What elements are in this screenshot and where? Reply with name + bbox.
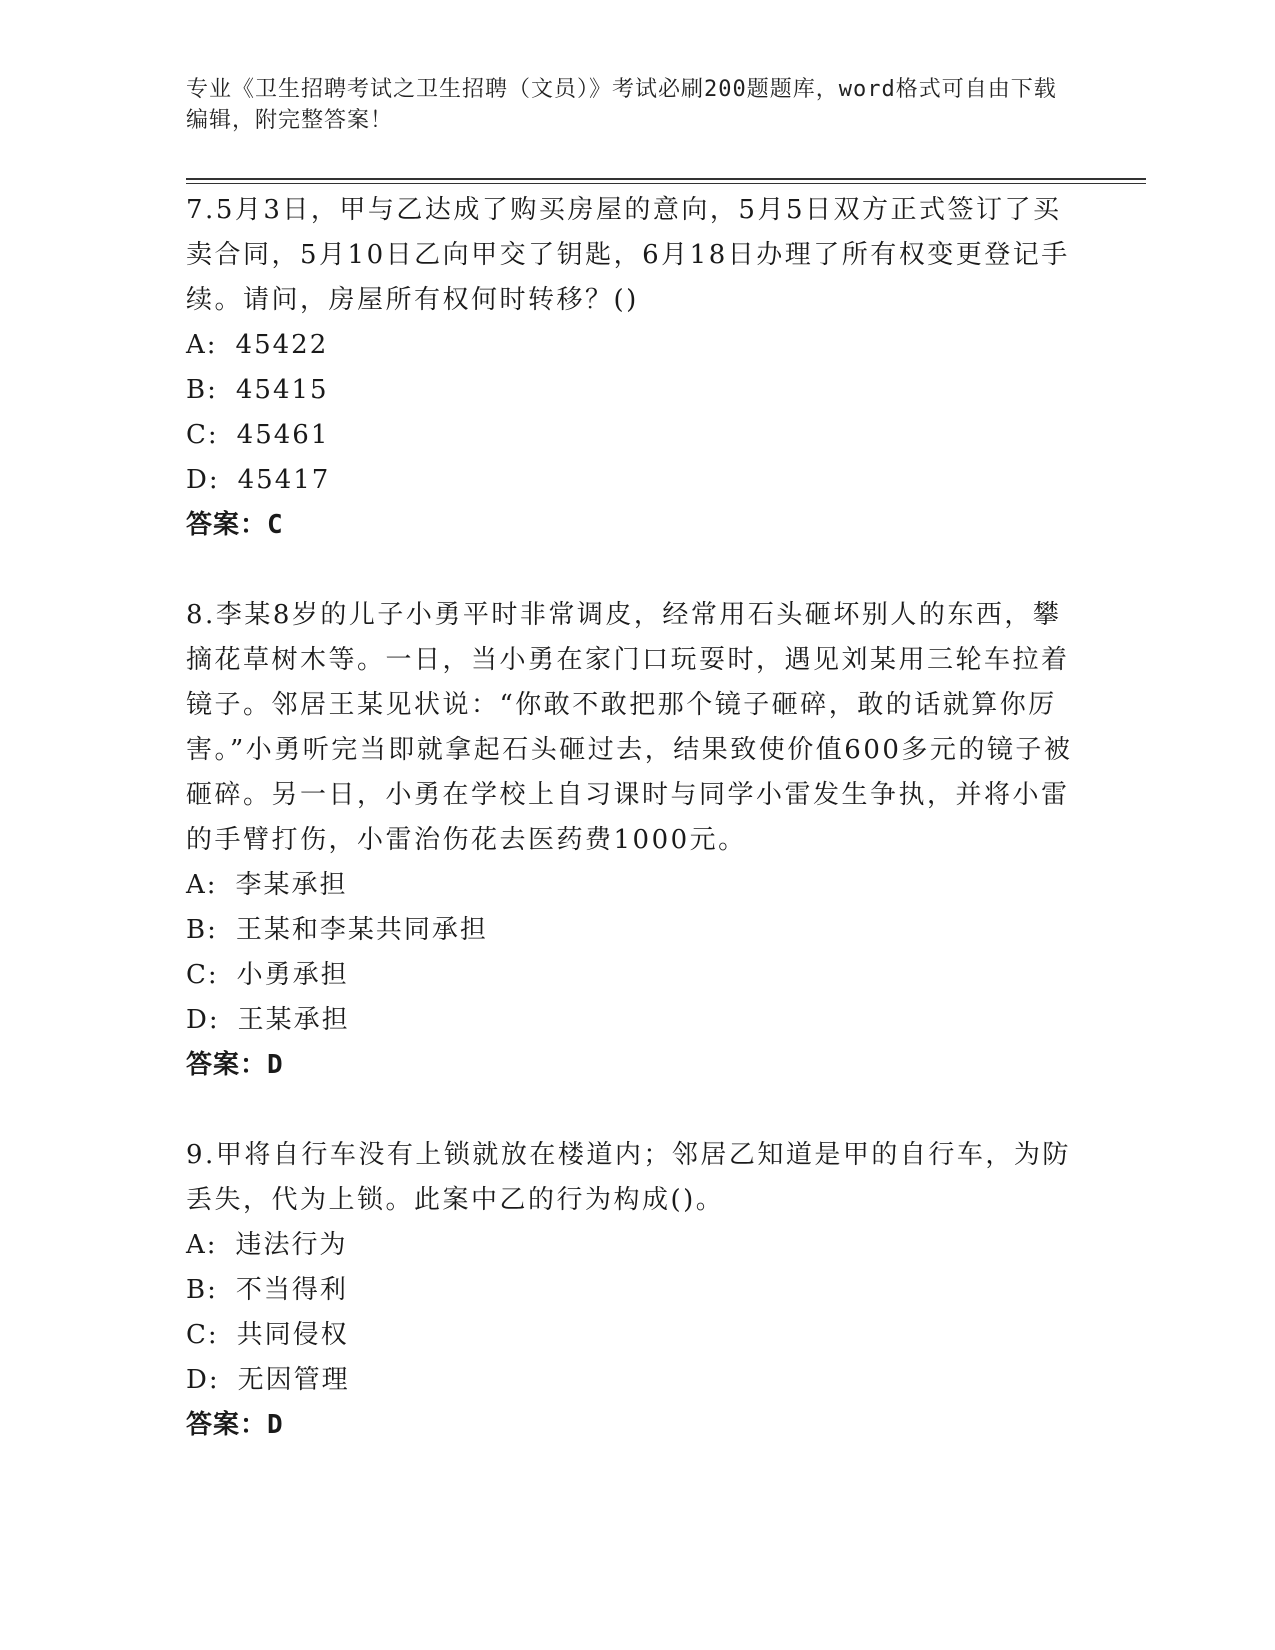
- option-key: B:: [186, 915, 218, 945]
- question-7: [186, 188, 1086, 548]
- option-a: [186, 323, 1086, 368]
- question-body: 李某8岁的儿子小勇平时非常调皮，经常用石头砸坏别人的东西，攀摘花草树木等。一日，当小勇在家门口玩耍时，遇见刘某用三轮车拉着镜子。邻居王某见状说：“你敢不敢把那个镜子砸碎，敢的话就算你厉害。”小勇听完当即就拿起石头砸过去，结果致使价值600多元的镜子被砸碎。另一日，小勇在学校上自习课时与同学小雷发生争执，并将小雷的手臂打伤，小雷治伤花去医药费1000元。: [186, 600, 1073, 855]
- question-list: [186, 188, 1086, 1448]
- option-a: [186, 1223, 1086, 1268]
- option-text: 李某承担: [235, 870, 348, 900]
- option-text: 45461: [236, 420, 330, 450]
- option-c: [186, 1313, 1086, 1358]
- option-d: [186, 1358, 1086, 1403]
- question-number: 8.: [186, 600, 216, 630]
- option-b: [186, 1268, 1086, 1313]
- option-key: A:: [186, 870, 218, 900]
- question-text: [186, 1133, 1086, 1223]
- option-key: D:: [186, 1005, 220, 1035]
- question-8: [186, 593, 1086, 1088]
- option-key: A:: [186, 330, 218, 360]
- option-text: 小勇承担: [236, 960, 349, 990]
- option-c: [186, 413, 1086, 458]
- option-b: [186, 908, 1086, 953]
- option-text: 无因管理: [237, 1365, 350, 1395]
- option-c: [186, 953, 1086, 998]
- option-key: C:: [186, 1320, 219, 1350]
- option-key: C:: [186, 960, 219, 990]
- option-text: 违法行为: [235, 1230, 348, 1260]
- option-a: [186, 863, 1086, 908]
- option-key: D:: [186, 465, 220, 495]
- option-d: [186, 458, 1086, 503]
- answer-label: 答案：D: [186, 1050, 284, 1080]
- document-header: 专业《卫生招聘考试之卫生招聘（文员）》考试必刷200题题库，word格式可自由下载编辑，附完整答案！: [186, 77, 1057, 133]
- header-divider-thin: [186, 183, 1146, 184]
- header-divider-thick: [186, 178, 1146, 180]
- option-key: D:: [186, 1365, 220, 1395]
- option-text: 王某和李某共同承担: [235, 915, 488, 945]
- option-key: C:: [186, 420, 219, 450]
- option-text: 45422: [235, 330, 329, 360]
- option-key: A:: [186, 1230, 218, 1260]
- option-text: 王某承担: [237, 1005, 350, 1035]
- option-b: [186, 368, 1086, 413]
- question-body: 甲将自行车没有上锁就放在楼道内；邻居乙知道是甲的自行车，为防丢失，代为上锁。此案中乙的行为构成()。: [186, 1140, 1071, 1215]
- question-text: [186, 593, 1086, 863]
- option-key: B:: [186, 1275, 218, 1305]
- question-text: [186, 188, 1086, 323]
- option-text: 不当得利: [235, 1275, 348, 1305]
- answer-label: 答案：D: [186, 1410, 284, 1440]
- question-number: 9.: [186, 1140, 216, 1170]
- answer-label: 答案：C: [186, 510, 284, 540]
- question-9: [186, 1133, 1086, 1448]
- question-number: 7.: [186, 195, 216, 225]
- option-text: 45417: [237, 465, 331, 495]
- option-text: 共同侵权: [236, 1320, 349, 1350]
- option-key: B:: [186, 375, 218, 405]
- option-d: [186, 998, 1086, 1043]
- question-body: 5月3日，甲与乙达成了购买房屋的意向，5月5日双方正式签订了买卖合同，5月10日乙向甲交了钥匙，6月18日办理了所有权变更登记手续。请问，房屋所有权何时转移？(): [186, 195, 1070, 315]
- option-text: 45415: [235, 375, 329, 405]
